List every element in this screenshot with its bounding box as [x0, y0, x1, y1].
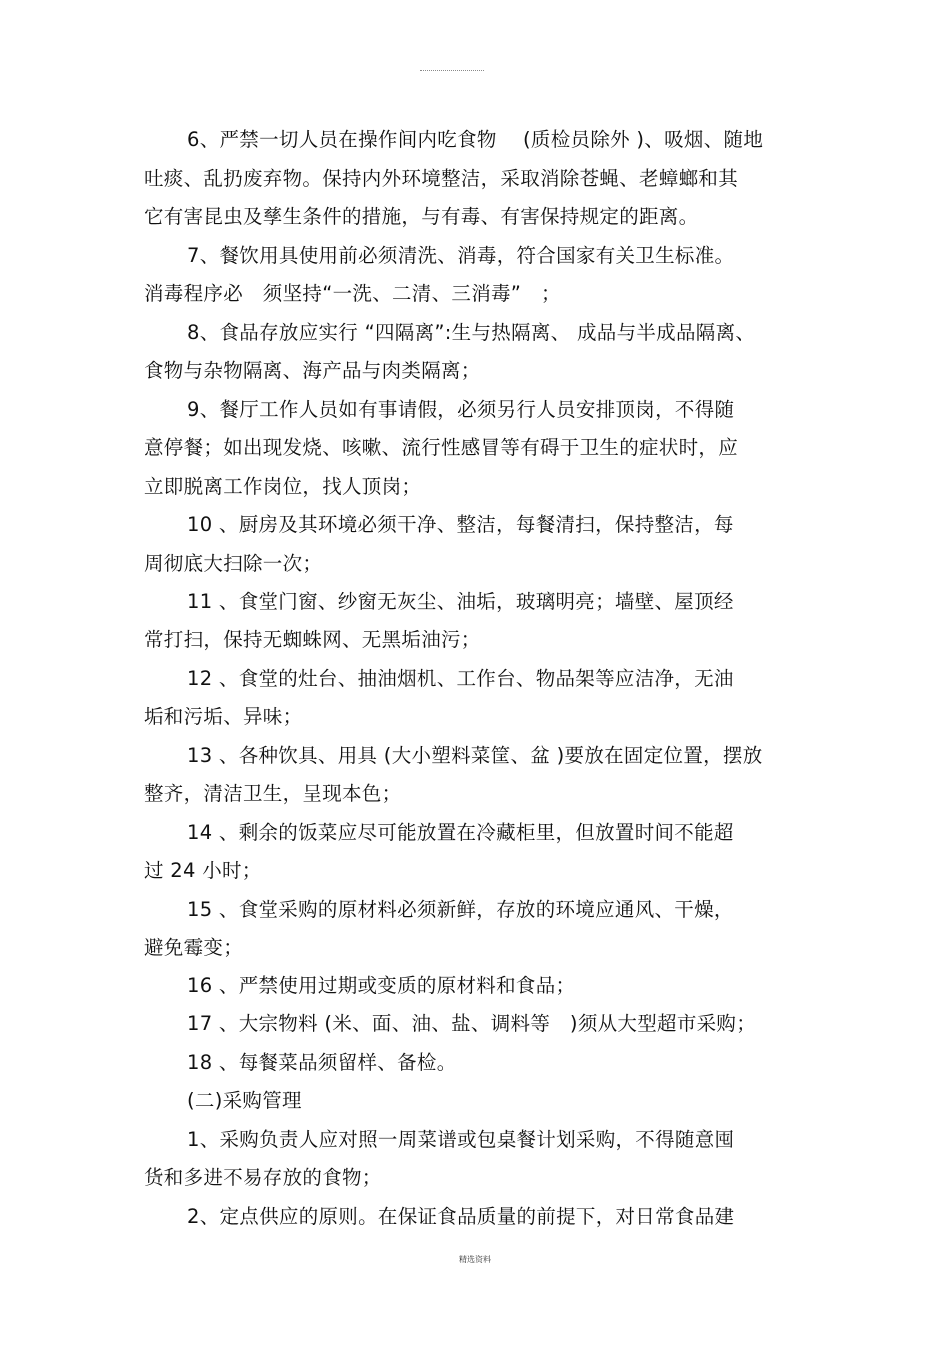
text-line: 消毒程序必 须坚持“一洗、二清、三消毒” ； [144, 282, 561, 305]
text-line: 6、严禁一切人员在操作间内吃食物 (质检员除外 )、吸烟、随地 [187, 128, 764, 151]
text-line: 15 、食堂采购的原材料必须新鲜，存放的环境应通风、干燥， [187, 898, 734, 921]
text-line: 2、定点供应的原则。在保证食品质量的前提下，对日常食品建 [187, 1205, 735, 1228]
text-line: 常打扫，保持无蜘蛛网、无黑垢油污； [144, 628, 481, 651]
text-line: 意停餐；如出现发烧、咳嗽、流行性感冒等有碍于卫生的症状时，应 [144, 436, 739, 459]
header-rule [420, 70, 484, 71]
text-line: 13 、各种饮具、用具 (大小塑料菜筐、盆 )要放在固定位置，摆放 [187, 744, 763, 767]
text-line: 18 、每餐菜品须留样、备检。 [187, 1051, 457, 1074]
text-line: 16 、严禁使用过期或变质的原材料和食品； [187, 974, 576, 997]
text-line: 过 24 小时； [144, 859, 262, 882]
text-line: 1、采购负责人应对照一周菜谱或包桌餐计划采购，不得随意囤 [187, 1128, 735, 1151]
text-line: 10 、厨房及其环境必须干净、整洁，每餐清扫，保持整洁，每 [187, 513, 734, 536]
text-line: 14 、剩余的饭菜应尽可能放置在冷藏柜里，但放置时间不能超 [187, 821, 734, 844]
text-line: 立即脱离工作岗位，找人顶岗； [144, 475, 422, 498]
text-line: 它有害昆虫及孳生条件的措施，与有毒、有害保持规定的距离。 [144, 205, 699, 228]
text-line: 货和多进不易存放的食物； [144, 1166, 382, 1189]
text-line: 7、餐饮用具使用前必须清洗、消毒，符合国家有关卫生标准。 [187, 244, 735, 267]
text-line: 垢和污垢、异味； [144, 705, 303, 728]
text-line: 吐痰、乱扔废弃物。保持内外环境整洁，采取消除苍蝇、老蟑螂和其 [144, 167, 739, 190]
page-footer: 精选资料 [459, 1255, 491, 1264]
text-line: 12 、食堂的灶台、抽油烟机、工作台、物品架等应洁净，无油 [187, 667, 734, 690]
text-line: 8、食品存放应实行 “四隔离”:生与热隔离、 成品与半成品隔离、 [187, 321, 756, 344]
text-line: 食物与杂物隔离、海产品与肉类隔离； [144, 359, 481, 382]
text-line: 9、餐厅工作人员如有事请假，必须另行人员安排顶岗，不得随 [187, 398, 735, 421]
section-heading: (二)采购管理 [187, 1089, 302, 1112]
text-line: 周彻底大扫除一次； [144, 552, 323, 575]
text-line: 11 、食堂门窗、纱窗无灰尘、油垢，玻璃明亮；墙壁、屋顶经 [187, 590, 734, 613]
text-line: 避免霉变； [144, 936, 244, 959]
text-line: 整齐，清洁卫生，呈现本色； [144, 782, 402, 805]
text-line: 17 、大宗物料 (米、面、油、盐、调料等 )须从大型超市采购； [187, 1012, 757, 1035]
